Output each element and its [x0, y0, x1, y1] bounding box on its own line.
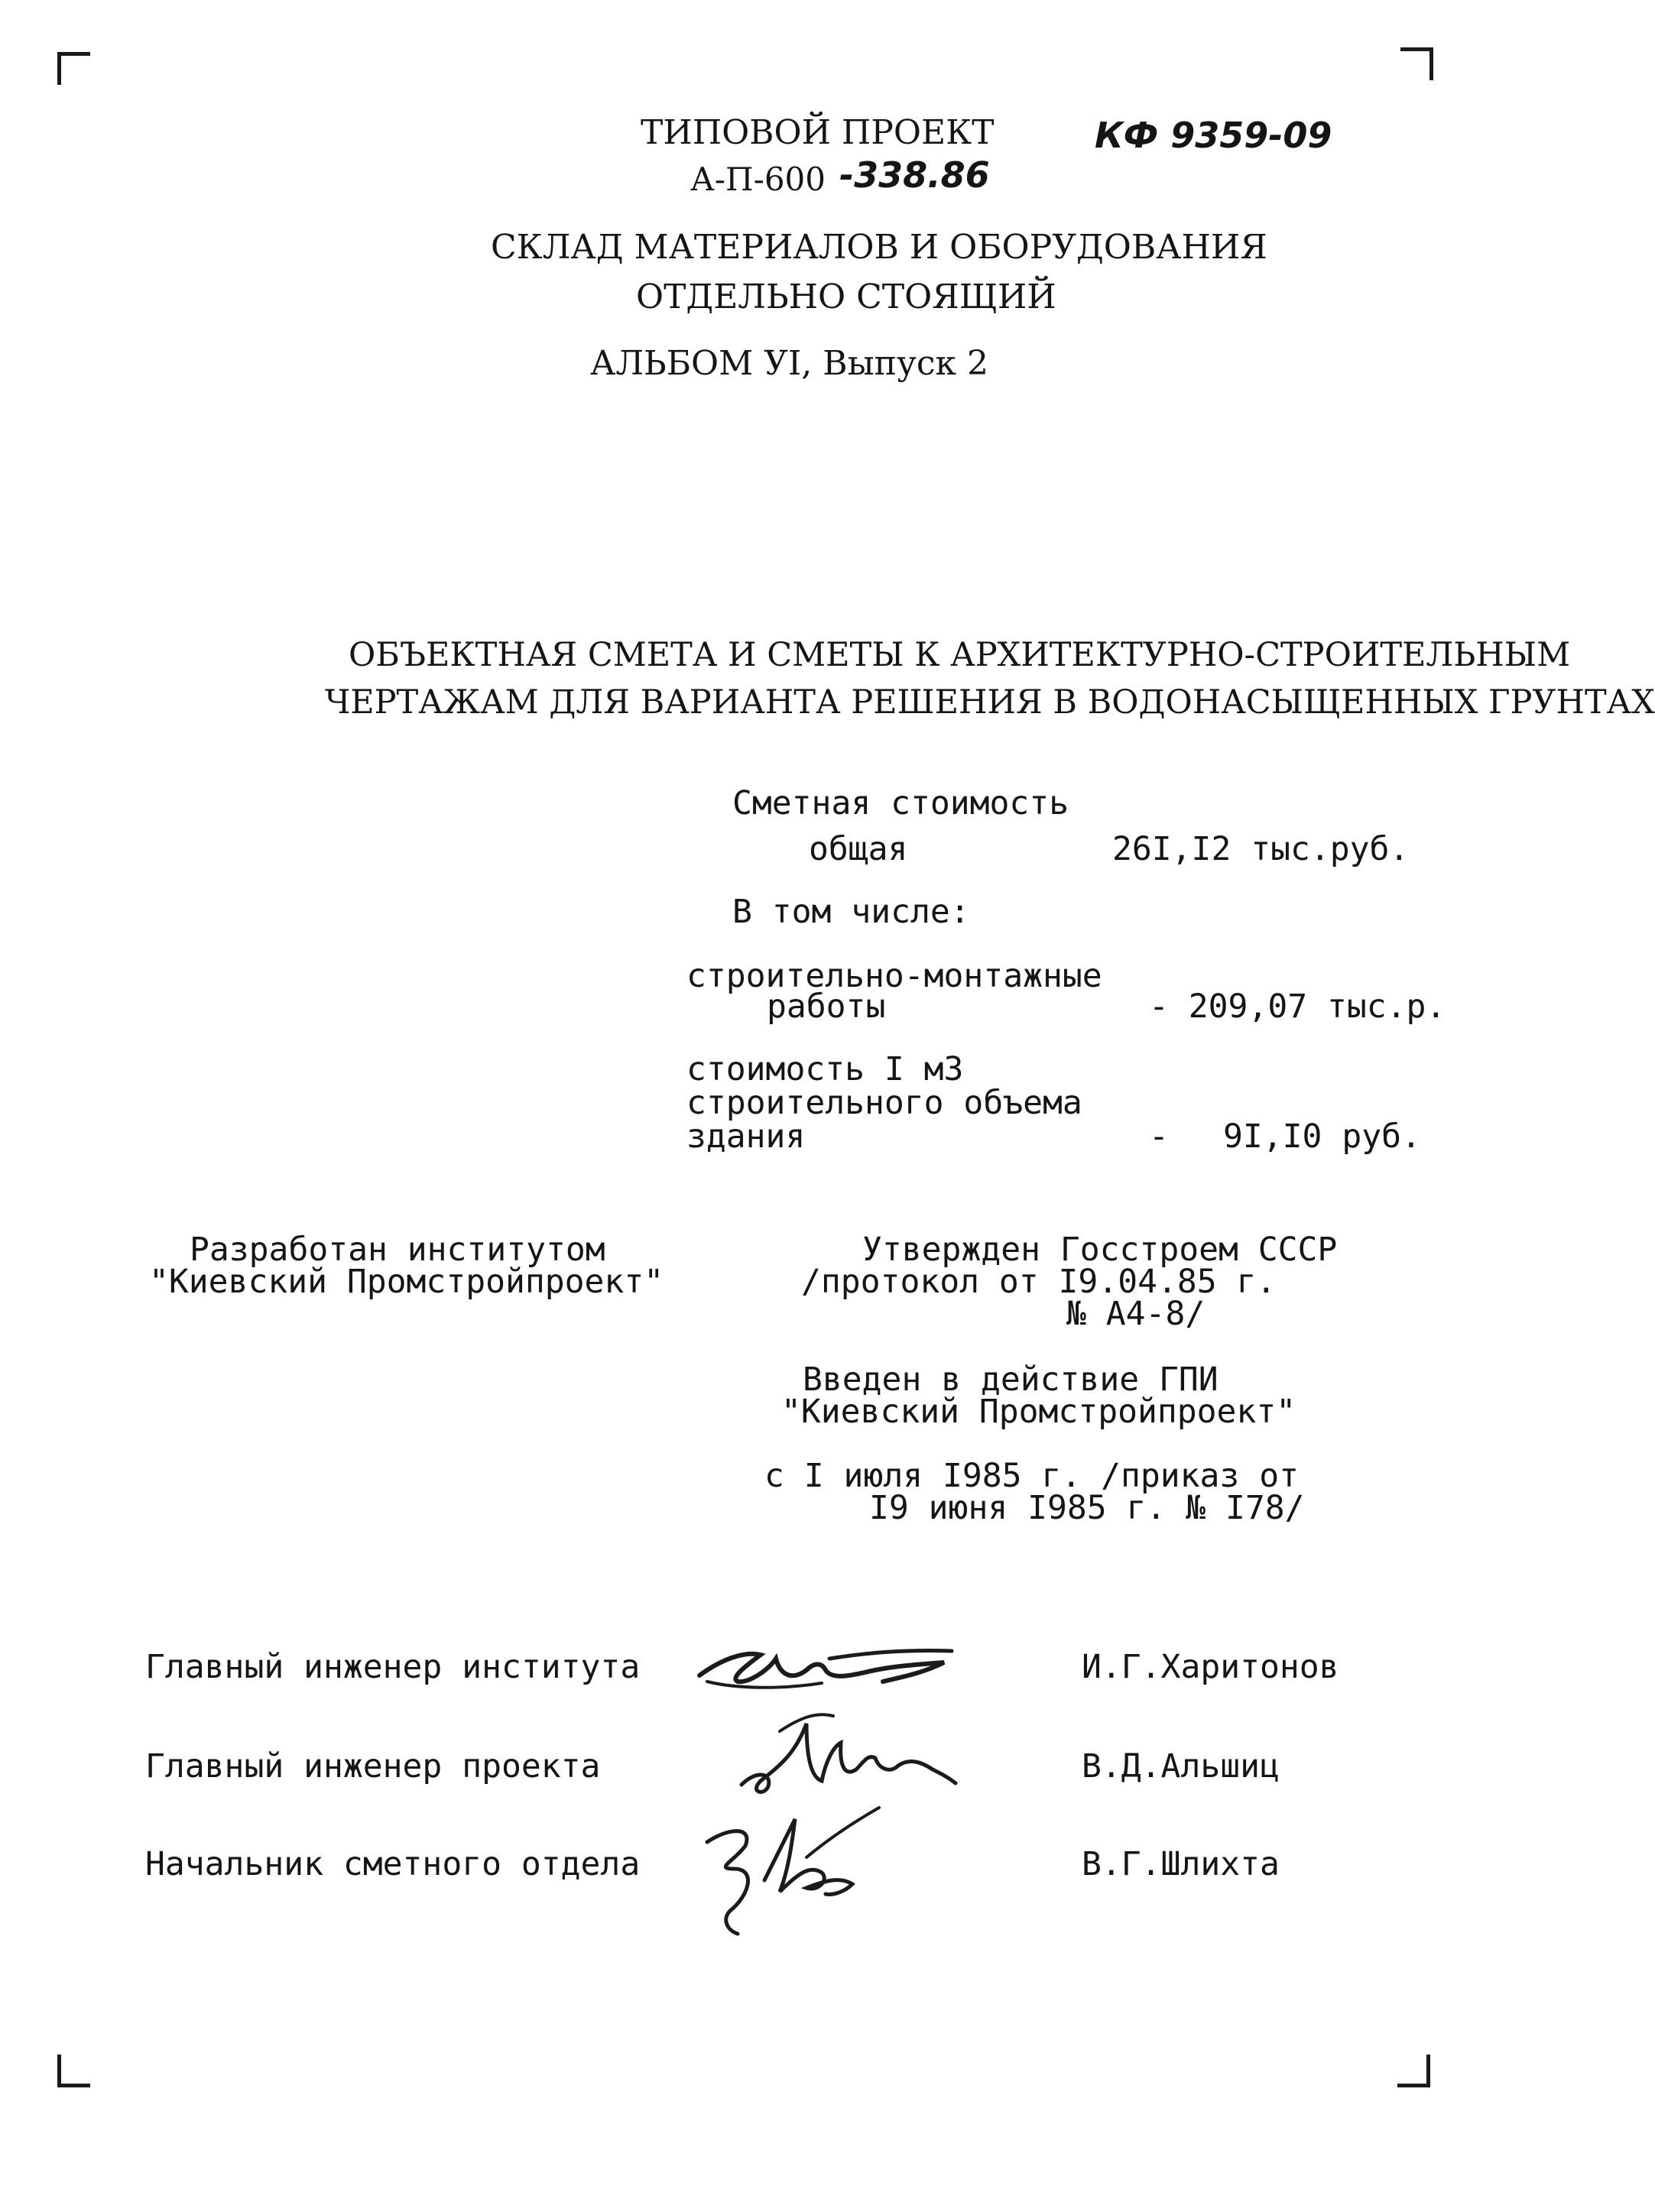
subject-line-2: ЧЕРТАЖАМ ДЛЯ ВАРИАНТА РЕШЕНИЯ В ВОДОНАСЫЩЕННЫХ ГРУНТАХ	[325, 683, 1655, 722]
signatory-name-2: В.Д.Альшиц	[1082, 1747, 1280, 1785]
construction-value: - 209,07 тыс.р.	[1149, 988, 1446, 1026]
developer-line-2: "Киевский Промстройпроект"	[149, 1263, 664, 1301]
signature-chief-engineer-institute	[692, 1628, 967, 1712]
cost-including: В том числе:	[732, 893, 970, 931]
subject-line-1: ОБЪЕКТНАЯ СМЕТА И СМЕТЫ К АРХИТЕКТУРНО-СТРОИТЕЛЬНЫМ	[349, 636, 1571, 674]
signatory-name-3: В.Г.Шлихта	[1082, 1845, 1280, 1883]
developer-line-1: Разработан институтом	[190, 1231, 605, 1269]
cost-heading: Сметная стоимость	[732, 784, 1069, 822]
crop-mark-bottom-left	[57, 2055, 90, 2087]
enactment-line-4: I9 июня I985 г. № I78/	[869, 1489, 1305, 1527]
crop-mark-top-right	[1400, 47, 1433, 80]
construction-label-2: работы	[767, 988, 886, 1026]
enactment-line-1: Введен в действие ГПИ	[803, 1361, 1219, 1399]
unit-cost-label-2: строительного объема	[686, 1084, 1082, 1122]
album-title: АЛЬБОМ УI, Выпуск 2	[590, 344, 988, 383]
approval-line-3: № А4-8/	[1066, 1295, 1206, 1333]
project-type: ТИПОВОЙ ПРОЕКТ	[641, 113, 995, 152]
cost-total-value: 26I,I2 тыс.руб.	[1112, 830, 1410, 868]
title-line-1: СКЛАД МАТЕРИАЛОВ И ОБОРУДОВАНИЯ	[491, 228, 1267, 267]
crop-mark-bottom-right	[1397, 2055, 1430, 2087]
crop-mark-top-left	[57, 52, 90, 85]
project-number-hand: -338.86	[839, 154, 990, 196]
archive-code: КФ 9359-09	[1095, 115, 1332, 156]
cost-total-label: общая	[809, 830, 908, 868]
approval-line-2: /протокол от I9.04.85 г.	[801, 1263, 1277, 1301]
enactment-line-3: с I июля I985 г. /приказ от	[764, 1457, 1299, 1495]
signature-chief-engineer-project	[734, 1701, 963, 1808]
approval-line-1: Утвержден Госстроем СССР	[862, 1231, 1338, 1269]
unit-cost-dash: -	[1149, 1117, 1169, 1156]
signatory-role-2: Главный инженер проекта	[145, 1747, 601, 1785]
project-number-prefix: А-П-600	[690, 161, 826, 198]
unit-cost-value: 9I,I0 руб.	[1223, 1117, 1421, 1156]
signatory-role-1: Главный инженер института	[145, 1648, 641, 1686]
enactment-line-2: "Киевский Промстройпроект"	[781, 1393, 1296, 1431]
signatory-role-3: Начальник сметного отдела	[145, 1845, 641, 1883]
title-line-2: ОТДЕЛЬНО СТОЯЩИЙ	[636, 277, 1056, 316]
unit-cost-label-1: стоимость I м3	[686, 1050, 964, 1088]
unit-cost-label-3: здания	[686, 1117, 806, 1156]
construction-label-1: строительно-монтажные	[686, 957, 1102, 995]
signatory-name-1: И.Г.Харитонов	[1082, 1648, 1339, 1686]
signature-head-estimates	[692, 1796, 891, 1941]
